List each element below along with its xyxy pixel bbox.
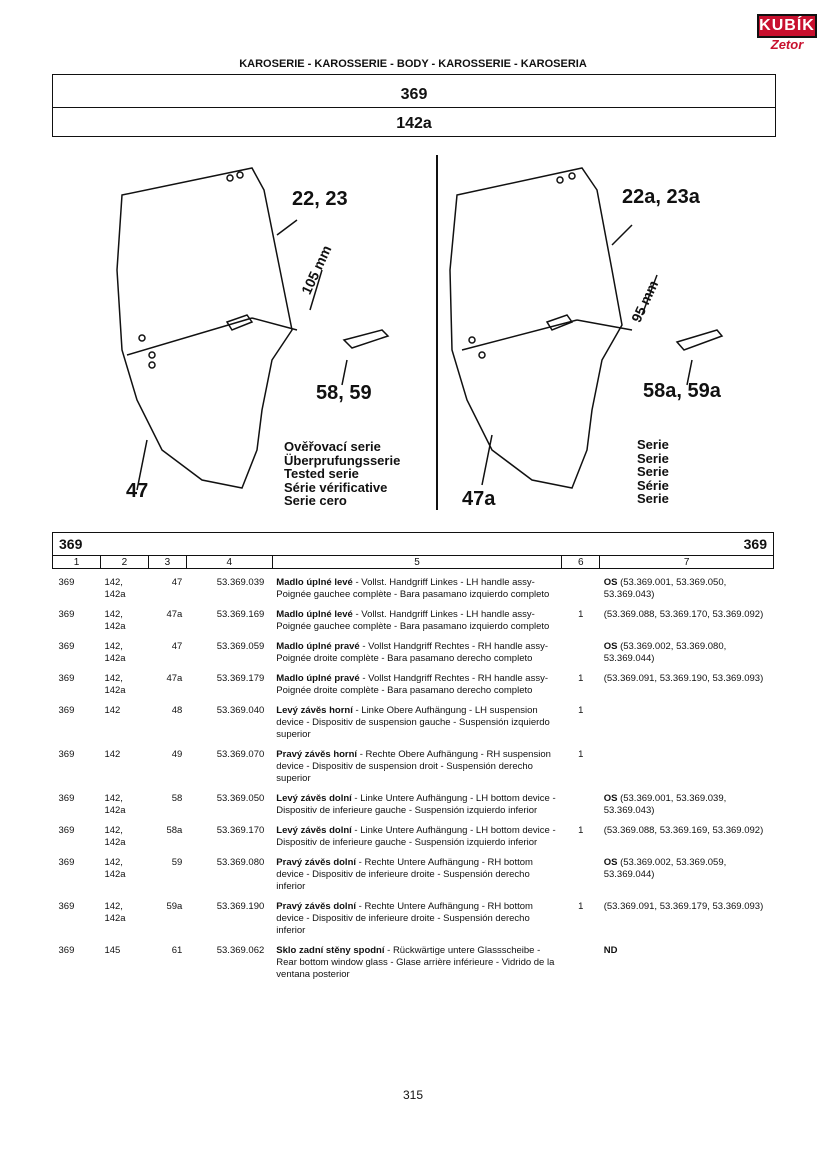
cell-quantity: [562, 633, 600, 665]
cell-part-number: 53.369.039: [216, 577, 265, 588]
group-number: 369: [400, 86, 428, 103]
cell-position: 58: [171, 793, 183, 804]
description-title: Madlo úplné levé: [276, 577, 353, 588]
cell-position: 47: [171, 577, 183, 588]
cell-note: [600, 937, 774, 981]
kubik-zetor-logo: [757, 14, 817, 52]
note-text: (53.369.002, 53.369.059, 53.369.044): [603, 857, 727, 880]
cell-position: 59: [171, 857, 183, 868]
column-numbers-row: [53, 556, 774, 569]
description-text: - Linke Untere Aufhängung - LH bottom device - Dispositiv de inferieure gauche - Suspensión izquierdo inferior: [276, 793, 556, 816]
right-glass-outline: [450, 168, 622, 488]
cell-group: 369: [58, 609, 75, 620]
cell-description: [272, 817, 561, 849]
parts-table: [52, 532, 774, 981]
column-header: 5: [272, 556, 561, 569]
cell-model: 142: [104, 705, 121, 716]
cell-position: 47: [171, 641, 183, 652]
cell-model: 142, 142a: [104, 901, 126, 924]
description-text: - Vollst. Handgriff Linkes - LH handle assy- Poignée gauchee complète - Bara pasamano izquierdo completo: [276, 609, 550, 632]
cell-model: 142, 142a: [104, 577, 126, 600]
cell-part-number: 53.369.190: [216, 901, 265, 912]
description-text: - Linke Obere Aufhängung - LH suspension device - Dispositiv de suspension gauche - Suspensión izquierdo superior: [276, 705, 550, 740]
page-number: 315: [402, 1088, 424, 1102]
column-header: 6: [562, 556, 600, 569]
cell-description: [272, 697, 561, 741]
column-header: 4: [186, 556, 272, 569]
description-title: Sklo zadní stěny spodní: [276, 945, 385, 956]
cell-description: [272, 849, 561, 893]
table-row: [53, 937, 774, 981]
cell-quantity: [562, 937, 600, 981]
column-header: 3: [148, 556, 186, 569]
table-row: [53, 569, 774, 602]
cell-quantity: [562, 849, 600, 893]
cell-model: 142: [104, 749, 121, 760]
note-text: (53.369.002, 53.369.080, 53.369.044): [603, 641, 727, 664]
cell-description: [272, 785, 561, 817]
description-title: Pravý závěs dolní: [276, 857, 357, 868]
cell-description: [272, 569, 561, 602]
cell-position: 48: [171, 705, 183, 716]
right-series-line: Serie: [637, 437, 669, 452]
cell-part-number: 53.369.062: [216, 945, 265, 956]
cell-group: 369: [58, 945, 75, 956]
cell-group: 369: [58, 705, 75, 716]
description-text: - Rechte Untere Aufhängung - RH bottom device - Dispositiv de inferieure droite - Suspensión derecho inferior: [276, 901, 533, 936]
left-dim-label: 105 mm: [298, 242, 335, 297]
table-row: [53, 893, 774, 937]
logo-bottom-text: Zetor: [770, 37, 804, 52]
cell-group: 369: [58, 641, 75, 652]
cell-quantity: 1: [578, 673, 584, 684]
description-text: - Rechte Untere Aufhängung - RH bottom device - Dispositiv de inferieure droite - Suspensión derecho inferior: [276, 857, 533, 892]
description-text: - Rechte Obere Aufhängung - RH suspension device - Dispositiv de suspension droit - Suspensión derecho superior: [276, 749, 551, 784]
note-text: (53.369.091, 53.369.179, 53.369.093): [603, 901, 764, 912]
note-text: (53.369.088, 53.369.169, 53.369.092): [603, 825, 764, 836]
left-series-line: Tested serie: [284, 466, 359, 481]
cell-note: [600, 817, 774, 849]
right-series-list: [637, 438, 669, 506]
description-title: Madlo úplné levé: [276, 609, 353, 620]
left-glass-outline: [117, 168, 292, 488]
note-code: OS: [603, 857, 618, 868]
cell-group: 369: [58, 901, 75, 912]
cell-model: 142, 142a: [104, 641, 126, 664]
group-number-box: [52, 74, 776, 108]
description-title: Levý závěs dolní: [276, 793, 352, 804]
cell-quantity: 1: [578, 705, 584, 716]
cell-note: [600, 601, 774, 633]
cell-model: 142, 142a: [104, 825, 126, 848]
cell-note: [600, 665, 774, 697]
cell-note: [600, 569, 774, 602]
description-title: Levý závěs dolní: [276, 825, 352, 836]
right-series-line: Serie: [637, 491, 669, 506]
cell-description: [272, 741, 561, 785]
note-code: OS: [603, 577, 618, 588]
left-series-line: Série vérificative: [284, 479, 388, 495]
cell-position: 47a: [166, 609, 183, 620]
cell-model: 142, 142a: [104, 793, 126, 816]
table-row: [53, 849, 774, 893]
cell-quantity: 1: [578, 825, 584, 836]
note-code: OS: [603, 793, 618, 804]
cell-part-number: 53.369.169: [216, 609, 265, 620]
cell-group: 369: [58, 749, 75, 760]
cell-group: 369: [58, 793, 75, 804]
left-series-line: Serie cero: [284, 493, 347, 508]
model-box: [52, 106, 776, 137]
description-title: Levý závěs horní: [276, 705, 353, 716]
description-text: - Vollst Handgriff Rechtes - RH handle assy- Poignée droite complète - Bara pasamano derecho completo: [276, 673, 549, 696]
cell-group: 369: [58, 673, 75, 684]
description-title: Madlo úplné pravé: [276, 641, 360, 652]
table-row: [53, 697, 774, 741]
cell-quantity: 1: [578, 901, 584, 912]
description-text: - Vollst. Handgriff Linkes - LH handle assy- Poignée gauchee complète - Bara pasamano izquierdo completo: [276, 577, 550, 600]
left-device-label: 58, 59: [316, 382, 372, 404]
note-text: (53.369.091, 53.369.190, 53.369.093): [603, 673, 764, 684]
section-header: KAROSERIE - KAROSSERIE - BODY - KAROSSERIE - KAROSERIA: [239, 58, 587, 70]
cell-position: 61: [171, 945, 183, 956]
cell-quantity: 1: [578, 749, 584, 760]
cell-description: [272, 937, 561, 981]
right-series-line: Serie: [637, 450, 669, 466]
cell-description: [272, 601, 561, 633]
cell-model: 145: [104, 945, 121, 956]
column-header: 2: [100, 556, 148, 569]
cell-part-number: 53.369.170: [216, 825, 265, 836]
cell-description: [272, 893, 561, 937]
right-dim-label: 95 mm: [628, 277, 662, 325]
cell-description: [272, 633, 561, 665]
right-series-line: Serie: [637, 464, 669, 479]
cell-group: 369: [58, 825, 75, 836]
cell-part-number: 53.369.179: [216, 673, 265, 684]
description-title: Pravý závěs dolní: [276, 901, 357, 912]
table-row: [53, 601, 774, 633]
cell-part-number: 53.369.080: [216, 857, 265, 868]
note-text: (53.369.001, 53.369.050, 53.369.043): [603, 577, 727, 600]
cell-part-number: 53.369.040: [216, 705, 265, 716]
table-row: [53, 817, 774, 849]
cell-note: [600, 785, 774, 817]
description-title: Pravý závěs horní: [276, 749, 358, 760]
note-code: ND: [603, 945, 618, 956]
table-row: [53, 785, 774, 817]
right-handle-label: 47a: [462, 488, 496, 510]
left-series-line: Überprufungsserie: [284, 452, 401, 468]
cell-model: 142, 142a: [104, 673, 126, 696]
cell-part-number: 53.369.059: [216, 641, 265, 652]
cell-group: 369: [58, 857, 75, 868]
description-text: - Linke Untere Aufhängung - LH bottom device - Dispositiv de inferieure gauche - Suspensión izquierdo inferior: [276, 825, 556, 848]
logo-top-text: KUBÍK: [757, 14, 817, 38]
note-text: (53.369.088, 53.369.170, 53.369.092): [603, 609, 764, 620]
cell-part-number: 53.369.050: [216, 793, 265, 804]
column-header: 1: [53, 556, 101, 569]
note-code: OS: [603, 641, 618, 652]
table-row: [53, 741, 774, 785]
cell-description: [272, 665, 561, 697]
column-header: 7: [600, 556, 774, 569]
table-row: [53, 665, 774, 697]
table-group-header: [53, 533, 774, 556]
right-series-line: Série: [637, 477, 669, 493]
left-glass-label: 22, 23: [292, 188, 348, 210]
cell-quantity: [562, 785, 600, 817]
cell-position: 47a: [166, 673, 183, 684]
cell-note: [600, 893, 774, 937]
cell-position: 58a: [166, 825, 183, 836]
right-device-label: 58a, 59a: [643, 380, 721, 402]
cell-quantity: [562, 569, 600, 602]
left-handle-label: 47: [126, 480, 149, 502]
description-text: - Vollst Handgriff Rechtes - RH handle assy- Poignée droite complète - Bara pasamano derecho completo: [276, 641, 549, 664]
cell-note: [600, 849, 774, 893]
cell-position: 59a: [166, 901, 183, 912]
cell-model: 142, 142a: [104, 609, 126, 632]
group-right: 369: [272, 533, 773, 556]
description-text: - Rückwärtige untere Glassscheibe - Rear bottom window glass - Glase arrière inférieure - Vidrido de la ventana posterior: [276, 945, 555, 980]
table-row: [53, 633, 774, 665]
cell-note: [600, 633, 774, 665]
left-series-line: Ověřovací serie: [284, 439, 381, 454]
description-title: Madlo úplné pravé: [276, 673, 360, 684]
left-series-list: [284, 440, 400, 508]
cell-group: 369: [58, 577, 75, 588]
note-text: (53.369.001, 53.369.039, 53.369.043): [603, 793, 727, 816]
cell-note: [600, 697, 774, 741]
model-number: 142a: [396, 115, 432, 132]
cell-position: 49: [171, 749, 183, 760]
cell-model: 142, 142a: [104, 857, 126, 880]
cell-note: [600, 741, 774, 785]
cell-quantity: 1: [578, 609, 584, 620]
cell-part-number: 53.369.070: [216, 749, 265, 760]
right-glass-label: 22a, 23a: [622, 186, 700, 208]
group-left: 369: [53, 533, 273, 556]
